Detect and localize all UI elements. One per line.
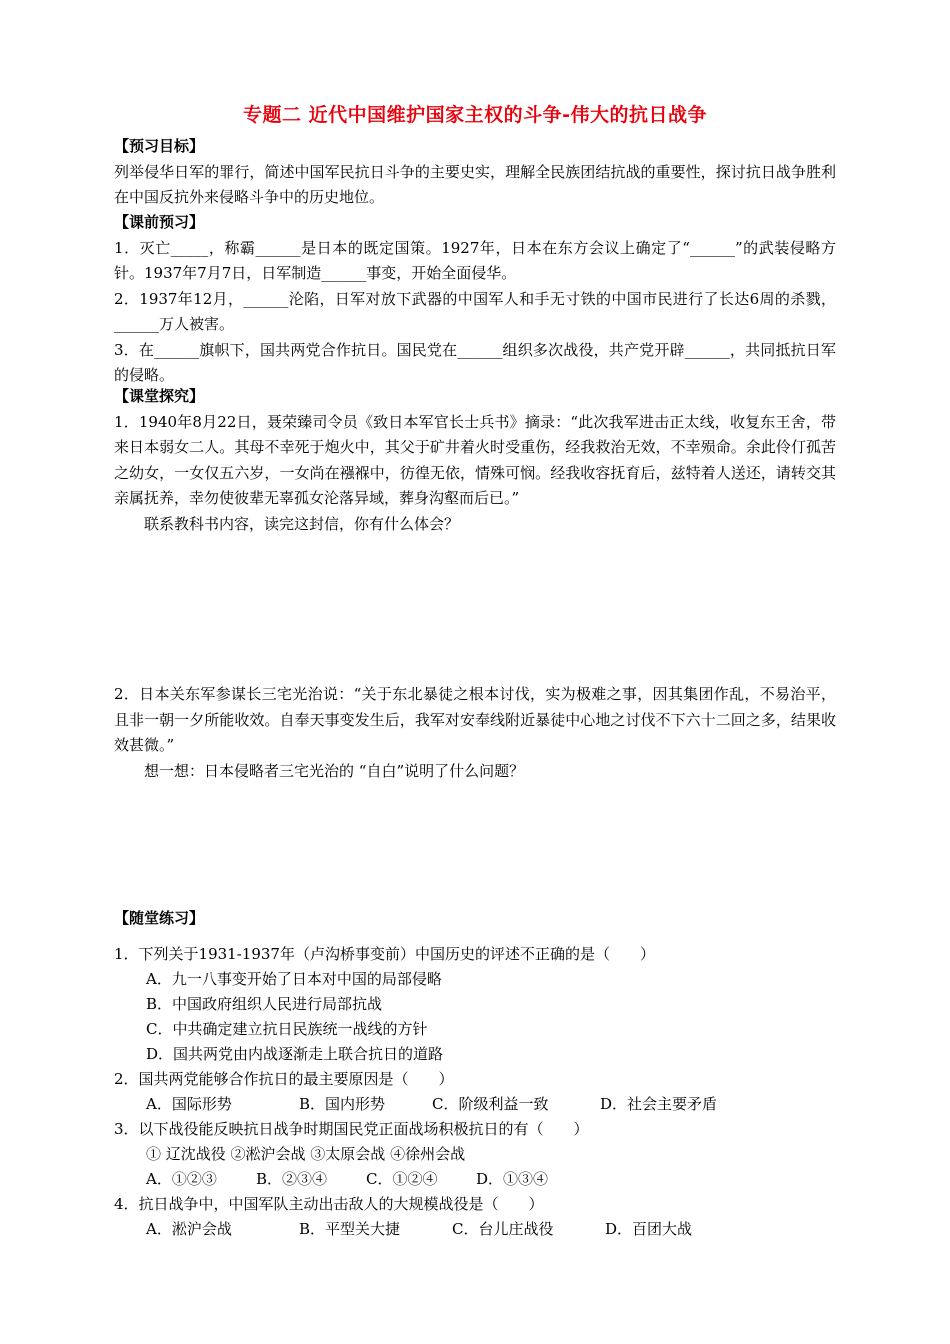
q4-option-b: B．平型关大捷 bbox=[299, 1220, 401, 1238]
q3-option-c: C．①②④ bbox=[366, 1170, 438, 1188]
q3-options bbox=[114, 1167, 836, 1192]
preview-goal-heading: 【预习目标】 bbox=[114, 137, 205, 155]
classroom-q2-section bbox=[114, 682, 836, 784]
classroom-q2-prompt: 想一想：日本侵略者三宅光治的 “自白”说明了什么问题？ bbox=[144, 761, 525, 780]
q1-option-a: A．九一八事变开始了日本对中国的局部侵略 bbox=[146, 970, 442, 988]
classroom-q2-text: 2．日本关东军参谋长三宅光治说：“关于东北暴徒之根本讨伐，实为极难之事，因其集团作乱，不易治平，且非一朝一夕所能收效。自奉天事变发生后，我军对安奉线附近暴徒中心地之讨伐不下六十二回之多，结果收效甚微。” bbox=[114, 685, 836, 754]
practice-heading: 【随堂练习】 bbox=[114, 909, 205, 927]
q3-items-line: ① 辽沈战役 ②淞沪会战 ③太原会战 ④徐州会战 bbox=[146, 1145, 466, 1163]
preview-goal-text: 列举侵华日军的罪行，简述中国军民抗日斗争的主要史实，理解全民族团结抗战的重要性，探讨抗日战争胜利在中国反抗外来侵略斗争中的历史地位。 bbox=[114, 162, 836, 206]
pre-class-heading: 【课前预习】 bbox=[114, 213, 205, 231]
q4-option-d: D．百团大战 bbox=[605, 1220, 693, 1238]
pre-class-item-1: 1．灭亡_____，称霸______是日本的既定国策。1927年，日本在东方会议上确定了“______”的武装侵略方针。1937年7月7日，日军制造______事变，开始全面侵华。 bbox=[114, 238, 836, 282]
q3-option-a: A．①②③ bbox=[146, 1170, 217, 1188]
pre-class-item-3: 3．在______旗帜下，国共两党合作抗日。国民党在______组织多次战役，共产党开辟______，共同抵抗日军的侵略。 bbox=[114, 340, 836, 384]
q4-option-c: C．台儿庄战役 bbox=[452, 1220, 554, 1238]
pre-class-section bbox=[114, 210, 836, 389]
q4-options bbox=[114, 1217, 836, 1242]
q3-option-d: D．①③④ bbox=[476, 1170, 549, 1188]
q1-stem: 1．下列关于1931-1937年（卢沟桥事变前）中国历史的评述不正确的是（ ） bbox=[114, 945, 655, 963]
q4-option-a: A．淞沪会战 bbox=[146, 1220, 232, 1238]
q2-option-c: C．阶级利益一致 bbox=[432, 1095, 549, 1113]
q2-option-b: B．国内形势 bbox=[299, 1095, 386, 1113]
q2-option-a: A．国际形势 bbox=[146, 1095, 232, 1113]
preview-goal-section bbox=[114, 134, 836, 211]
classroom-q1-text: 1．1940年8月22日，聂荣臻司令员《致日本军官长士兵书》摘录：“此次我军进击正太线，收复东王舍，带来日本弱女二人。其母不幸死于炮火中，其父于矿井着火时受重伤，经我救治无效，不幸殒命。余此伶仃孤苦之幼女，一女仅五六岁，一女尚在襁褓中，彷徨无依，情殊可悯。经我收容抚育后，兹特着人送还，请转交其亲属抚养，幸勿使彼辈无辜孤女沦落异域，葬身沟壑而后已。” bbox=[114, 412, 836, 507]
q1-option-b: B．中国政府组织人民进行局部抗战 bbox=[146, 995, 383, 1013]
classroom-q1-prompt: 联系教科书内容，读完这封信，你有什么体会？ bbox=[144, 514, 460, 533]
practice-heading-block bbox=[114, 906, 836, 932]
q2-option-d: D．社会主要矛盾 bbox=[600, 1095, 718, 1113]
q2-stem: 2．国共两党能够合作抗日的最主要原因是（ ） bbox=[114, 1070, 454, 1088]
page-title: 专题二 近代中国维护国家主权的斗争-伟大的抗日战争 bbox=[242, 104, 707, 126]
classroom-heading: 【课堂探究】 bbox=[114, 387, 205, 405]
q3-option-b: B．②③④ bbox=[256, 1170, 328, 1188]
q1-option-d: D．国共两党由内战逐渐走上联合抗日的道路 bbox=[146, 1045, 444, 1063]
classroom-section bbox=[114, 384, 836, 537]
pre-class-item-2: 2．1937年12月，______沦陷，日军对放下武器的中国军人和手无寸铁的中国市民进行了长达6周的杀戮，______万人被害。 bbox=[114, 289, 836, 333]
q2-options bbox=[114, 1092, 836, 1117]
q3-stem: 3．以下战役能反映抗日战争时期国民党正面战场积极抗日的有（ ） bbox=[114, 1120, 589, 1138]
practice-questions bbox=[114, 942, 836, 1242]
q1-option-c: C．中共确定建立抗日民族统一战线的方针 bbox=[146, 1020, 428, 1038]
q4-stem: 4．抗日战争中，中国军队主动出击敌人的大规模战役是（ ） bbox=[114, 1195, 544, 1213]
